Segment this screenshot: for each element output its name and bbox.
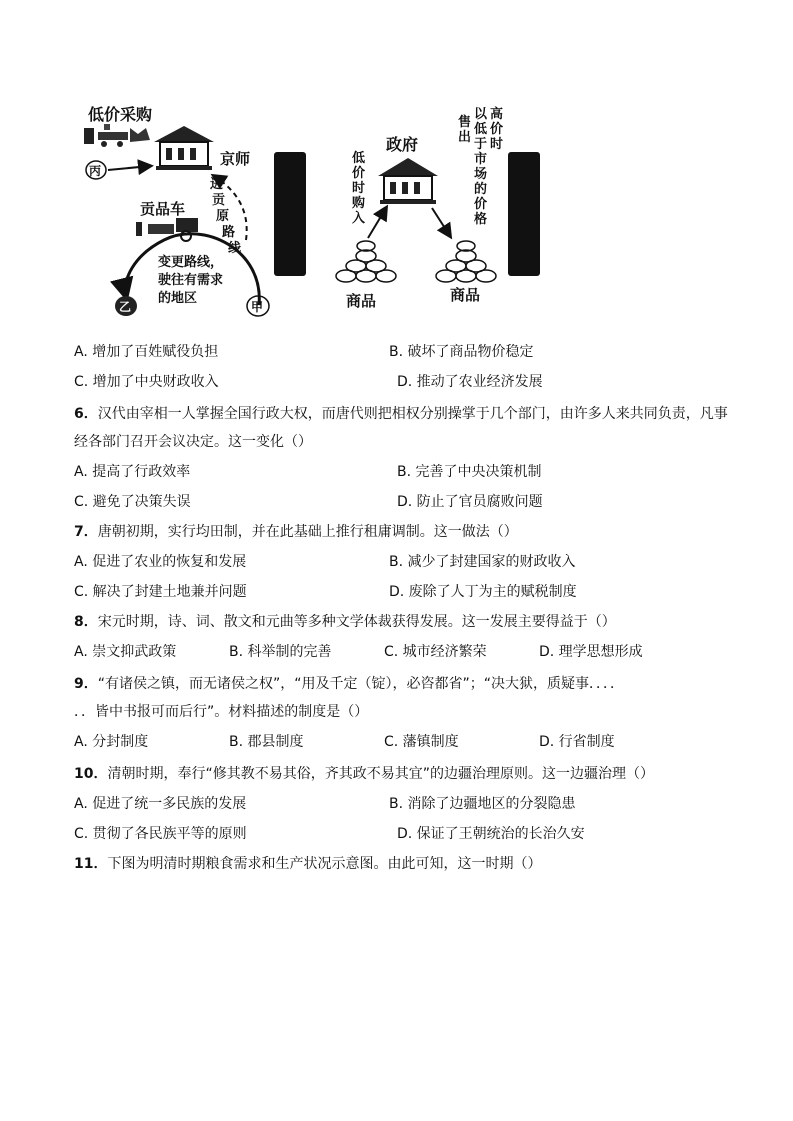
svg-text:入: 入: [352, 211, 366, 226]
svg-text:线: 线: [228, 241, 242, 256]
q10-option-b: B. 消除了边疆地区的分裂隐患: [389, 796, 576, 812]
q10-option-c: C. 贯彻了各民族平等的原则: [74, 826, 247, 842]
q8-option-c: C. 城市经济繁荣: [384, 644, 487, 660]
svg-text:原: 原: [216, 209, 230, 224]
purchase-arrow: [108, 166, 150, 170]
svg-text:格: 格: [474, 212, 488, 227]
q6-number: 6．: [74, 406, 98, 422]
q6-option-a: A. 提高了行政效率: [74, 464, 191, 480]
fig-reroute-line1: 变更路线，: [158, 255, 224, 270]
q10-stem: [74, 764, 654, 784]
marker-bing: [86, 161, 106, 179]
q6-option-b: B. 完善了中央决策机制: [397, 464, 542, 480]
purchase-figures-icon: [84, 124, 150, 147]
q6-option-d: D. 防止了官员腐败问题: [397, 494, 543, 510]
q7-stem: [74, 522, 518, 542]
q8-stem: [74, 612, 616, 632]
fig-sell-high-text: [458, 106, 503, 227]
q9-option-a: A. 分封制度: [74, 734, 149, 750]
svg-text:时: 时: [352, 181, 366, 196]
q10-stem-text: 清朝时期，奉行“修其教不易其俗，齐其政不易其宜”的边疆治理原则。这一边疆治理（）: [107, 766, 654, 782]
q7-number: 7．: [74, 524, 98, 540]
svg-text:丙: 丙: [89, 164, 102, 178]
q9-stem-text1: “有诸侯之镇，而无诸侯之权”，“用及千定（锭），必咨都省”；“决大狱，质疑事．．．．: [97, 676, 625, 692]
q9-option-b: B. 郡县制度: [229, 734, 304, 750]
q7-option-c: C. 解决了封建土地兼并问题: [74, 584, 247, 600]
svg-text:乙: 乙: [119, 300, 132, 314]
svg-text:路: 路: [222, 225, 236, 240]
goods-pile-right-icon: [436, 241, 496, 282]
q8-number: 8．: [74, 614, 98, 630]
fig-goods-left-label: 商品: [346, 292, 377, 310]
svg-text:时: 时: [490, 137, 504, 152]
svg-text:价: 价: [474, 197, 488, 212]
q5-option-b: B. 破坏了商品物价稳定: [389, 344, 534, 360]
q7-stem-text: 唐朝初期，实行均田制，并在此基础上推行租庸调制。这一做法（）: [97, 524, 518, 540]
government-building-icon: [378, 158, 438, 204]
fig-reroute-line2: 驶往有需求: [158, 273, 224, 288]
fig-reroute-line3: 的地区: [158, 291, 198, 306]
q6-stem-line1: [74, 404, 728, 424]
fig-government-label: 政府: [386, 135, 419, 154]
svg-text:进: 进: [210, 177, 224, 192]
q8-option-b: B. 科举制的完善: [229, 644, 332, 660]
q6-stem-text1: 汉代由宰相一人掌握全国行政大权，而唐代则把相权分别操掌于几个部门，由许多人来共同负责，凡事: [97, 406, 728, 422]
q7-option-d: D. 废除了人丁为主的赋税制度: [389, 584, 577, 600]
q9-option-c: C. 藩镇制度: [384, 734, 459, 750]
q8-option-a: A. 崇文抑武政策: [74, 644, 177, 660]
q5-option-d: D. 推动了农业经济发展: [397, 374, 543, 390]
goods-pile-left-icon: [336, 241, 396, 282]
svg-text:以: 以: [474, 107, 488, 122]
q9-stem-line2: ．．皆中书报可而后行”。材料描述的制度是（）: [74, 704, 369, 720]
q11-number: 11．: [74, 856, 108, 872]
fig-left-title: 低价采购: [88, 105, 153, 124]
fig-cart-label: 贡品车: [140, 200, 186, 218]
svg-text:售: 售: [458, 115, 472, 130]
svg-text:高: 高: [490, 107, 504, 122]
svg-text:甲: 甲: [251, 300, 264, 314]
svg-text:购: 购: [352, 196, 366, 211]
buy-arrow: [368, 208, 386, 238]
q7-option-a: A. 促进了农业的恢复和发展: [74, 554, 247, 570]
q10-option-d: D. 保证了王朝统治的长治久安: [397, 826, 585, 842]
svg-text:贡: 贡: [212, 193, 226, 208]
svg-text:价: 价: [490, 122, 504, 137]
q5-option-a: A. 增加了百姓赋役负担: [74, 344, 219, 360]
q8-stem-text: 宋元时期，诗、词、散文和元曲等多种文学体裁获得发展。这一发展主要得益于（）: [97, 614, 616, 630]
q5-figure: [74, 100, 554, 328]
fig-goods-right-label: 商品: [450, 286, 481, 304]
svg-text:的: 的: [474, 182, 488, 197]
svg-text:出: 出: [458, 130, 472, 145]
fig-capital-label: 京师: [220, 150, 251, 168]
q10-number: 10．: [74, 766, 108, 782]
left-black-bar: [274, 152, 306, 276]
q5-option-c: C. 增加了中央财政收入: [74, 374, 219, 390]
q11-stem: [74, 854, 541, 874]
q6-option-c: C. 避免了决策失误: [74, 494, 191, 510]
q5-figure-svg: [74, 100, 554, 328]
svg-text:于: 于: [474, 137, 488, 152]
fig-buy-low-text: [352, 150, 366, 226]
svg-text:低: 低: [352, 151, 366, 166]
right-black-bar: [508, 152, 540, 276]
q6-stem-line2: 经各部门召开会议决定。这一变化（）: [74, 434, 312, 450]
marker-yi: [115, 296, 137, 316]
sell-arrow: [432, 208, 450, 236]
svg-text:场: 场: [474, 167, 488, 182]
q7-option-b: B. 减少了封建国家的财政收入: [389, 554, 576, 570]
q9-stem-line1: [74, 674, 624, 694]
q11-stem-text: 下图为明清时期粮食需求和生产状况示意图。由此可知，这一时期（）: [107, 856, 542, 872]
q9-option-d: D. 行省制度: [539, 734, 615, 750]
capital-building-icon: [154, 126, 214, 170]
q9-number: 9．: [74, 676, 98, 692]
q10-option-a: A. 促进了统一多民族的发展: [74, 796, 247, 812]
svg-text:市: 市: [474, 152, 488, 167]
svg-text:价: 价: [352, 166, 366, 181]
q8-option-d: D. 理学思想形成: [539, 644, 643, 660]
svg-text:低: 低: [474, 122, 488, 137]
